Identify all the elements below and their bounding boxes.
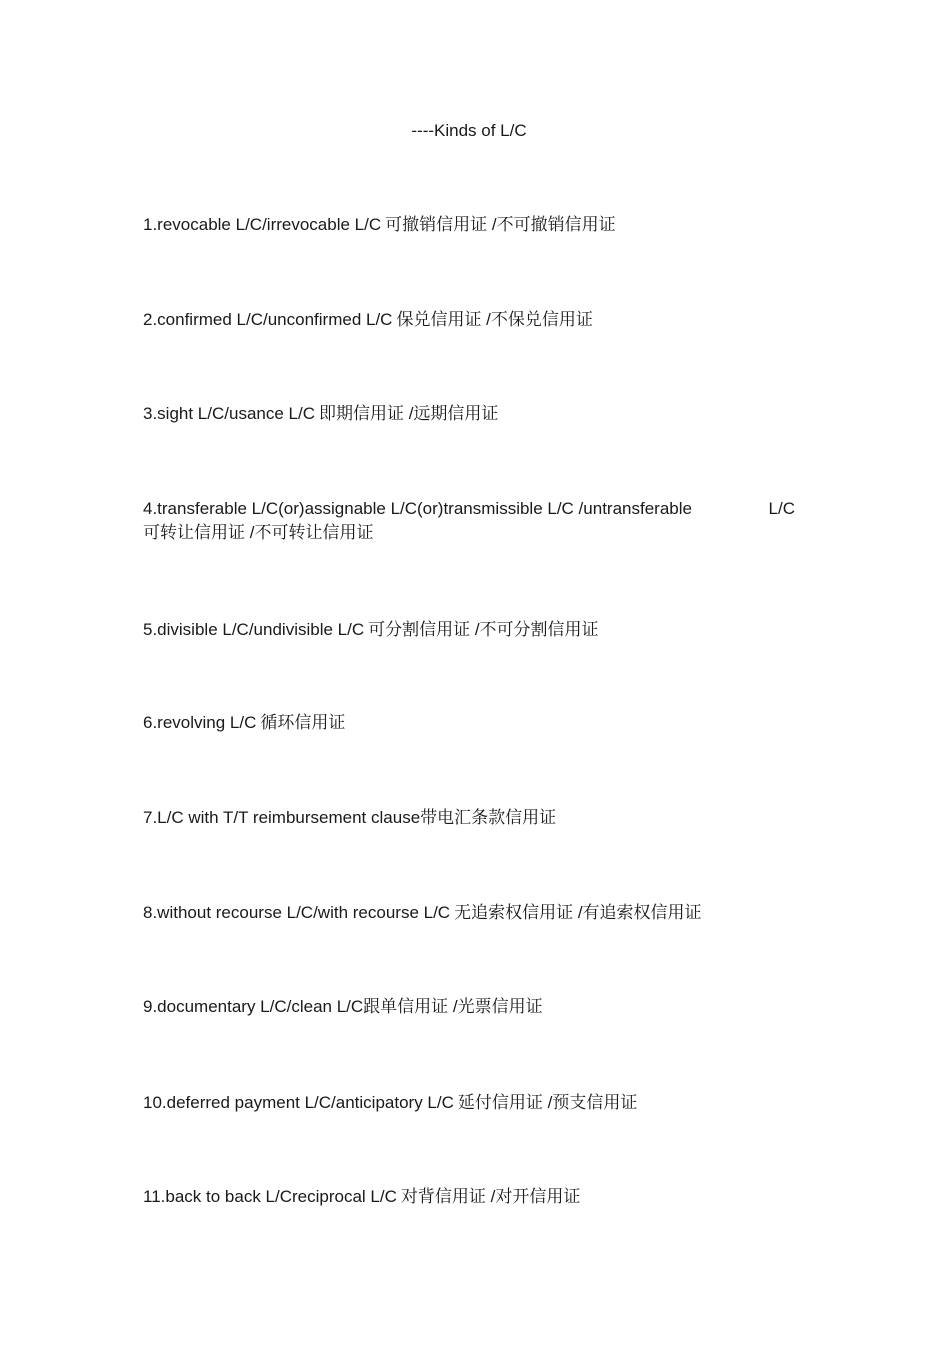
item-english: 10.deferred payment L/C/anticipatory L/C — [143, 1093, 454, 1112]
list-item — [143, 213, 616, 237]
item-chinese: 循环信用证 — [260, 713, 346, 732]
list-item — [143, 1091, 637, 1115]
item-chinese: 保兑信用证 /不保兑信用证 — [396, 310, 593, 329]
list-item — [143, 806, 556, 830]
item-english: 1.revocable L/C/irrevocable L/C — [143, 215, 382, 234]
item-english: 6.revolving L/C — [143, 713, 257, 732]
item-chinese: 对背信用证 /对开信用证 — [400, 1187, 581, 1206]
item-chinese: 延付信用证 /预支信用证 — [457, 1093, 638, 1112]
item-english: 8.without recourse L/C/with recourse L/C — [143, 903, 451, 922]
item-english: 2.confirmed L/C/unconfirmed L/C — [143, 310, 393, 329]
item-first-line — [143, 497, 795, 521]
list-item — [143, 711, 345, 735]
item-chinese: 可分割信用证 /不可分割信用证 — [368, 620, 599, 639]
list-item — [143, 995, 543, 1019]
item-english: 7.L/C with T/T reimbursement clause — [143, 808, 421, 827]
item-chinese: 无追索权信用证 /有追索权信用证 — [454, 903, 702, 922]
item-english: 9.documentary L/C/clean L/C — [143, 997, 364, 1016]
list-item — [143, 402, 498, 426]
item-chinese: 可转让信用证 /不可转让信用证 — [143, 523, 374, 542]
item-chinese: 即期信用证 /远期信用证 — [318, 404, 499, 423]
list-item — [143, 1185, 580, 1209]
list-item — [143, 618, 599, 642]
item-english: 5.divisible L/C/undivisible L/C — [143, 620, 365, 639]
item-english: 3.sight L/C/usance L/C — [143, 404, 315, 423]
item-chinese: 带电汇条款信用证 — [420, 808, 557, 827]
list-item — [143, 308, 593, 332]
item-english: 11.back to back L/Creciprocal L/C — [143, 1187, 397, 1206]
item-english: 4.transferable L/C(or)assignable L/C(or)transmissible L/C /untransferable — [143, 499, 692, 518]
item-chinese: 可撤销信用证 /不可撤销信用证 — [385, 215, 616, 234]
list-item — [143, 497, 795, 545]
item-chinese: 跟单信用证 /光票信用证 — [363, 997, 543, 1016]
page-title: ----Kinds of L/C — [411, 121, 527, 140]
list-item — [143, 901, 702, 925]
item-english-tail: L/C — [768, 499, 795, 518]
